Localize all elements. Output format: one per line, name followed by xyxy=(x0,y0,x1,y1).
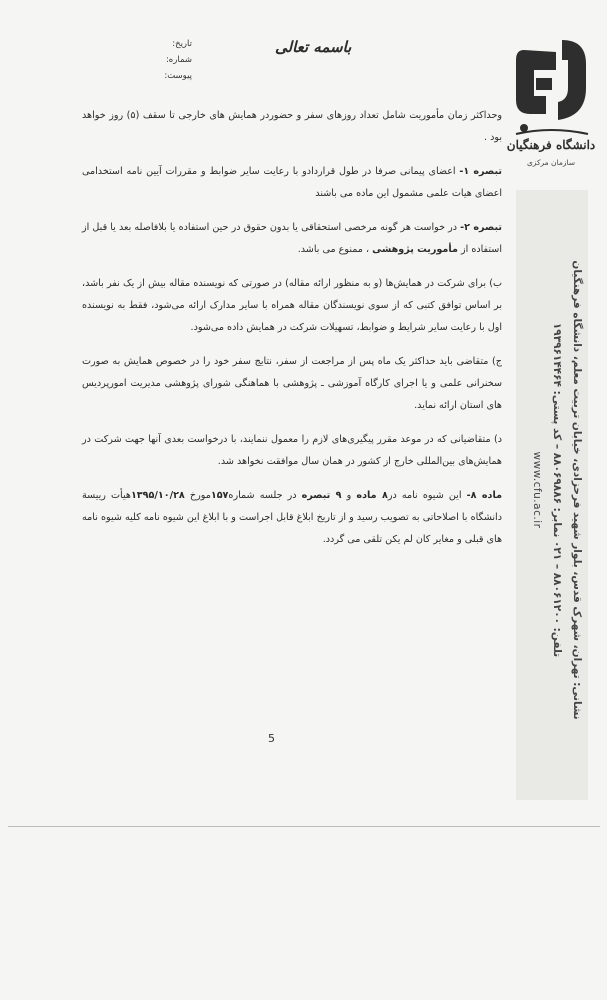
logo-subtitle: سازمان مرکزی xyxy=(526,158,576,167)
document-body xyxy=(82,105,502,563)
paragraph-text: در خواست هر گونه مرخصی استحقاقی یا بدون حقوق در حین استفاده یا بلافاصله بعد یا قبل از استفاده از xyxy=(82,222,502,255)
footer-website-link[interactable]: www.cfu.ac.ir xyxy=(531,451,543,529)
bold-term: ۱۵۷ xyxy=(210,490,229,501)
attachment-label: پیوست: xyxy=(164,71,192,81)
paragraph-article-8 xyxy=(82,485,502,551)
paragraph-clause-c xyxy=(82,351,502,417)
paragraph-text: هیأت رییسة دانشگاه با اصلاحاتی به تصویب رسید و از تاریخ ابلاغ قابل اجراست و با ابلاغ این شیوه نامه کلیه شیوه نامه های قبلی و مغایر کان لم یکن تلقی می گردد. xyxy=(82,490,502,545)
number-label: شماره: xyxy=(165,55,192,65)
university-logo xyxy=(506,30,596,180)
bold-term: مأموریت پژوهشی xyxy=(372,244,458,255)
paragraph-mission-duration xyxy=(82,105,502,149)
paragraph-text: این شیوه نامه در xyxy=(387,490,467,501)
paragraph-clause-d xyxy=(82,429,502,473)
bottom-divider xyxy=(8,826,600,827)
footer-address-block xyxy=(527,210,587,770)
note-label: تبصره ۲- xyxy=(460,222,502,233)
footer-address: نشانی: تهران، شهرک قدس، بلوار شهید فرحزادی، خیابان تربیت معلم، دانشگاه فرهنگیان xyxy=(571,260,583,720)
header-fields xyxy=(144,36,192,84)
footer-phone: تلفن: ۸۸۰۶۱۲۰۰ – ۰۲۱ نمابر: ۸۸۰۶۹۸۸۶ – کد پستی: ۱۹۳۹۶۱۴۴۶۴ xyxy=(551,322,563,658)
date-label: تاریخ: xyxy=(172,39,192,49)
paragraph-text: در جلسه شماره xyxy=(228,490,302,501)
paragraph-clause-b xyxy=(82,273,502,339)
bold-term: ۹ تبصره xyxy=(301,490,342,501)
bold-term: ۸ ماده xyxy=(356,490,388,501)
paragraph-text: مورخ xyxy=(184,490,211,501)
paragraph-text: و xyxy=(341,490,357,501)
paragraph-text: اعضای پیمانی صرفا در طول قراردادو با رعایت سایر ضوابط و مقررات آیین نامه استخدامی اعضای هیات علمی مشمول این ماده می باشند xyxy=(82,166,502,199)
paragraph-text: ب) برای شرکت در همایش‌ها (و به منظور ارائه مقاله) در صورتی که نویسنده مقاله بیش از یک نفر باشد، بر اساس توافق کتبی که از سوی نویسندگان مقاله همراه با سایر مدارک ارائه می‌شود، فقط به نویسنده اول با رعایت سایر شرایط و ضوابط، تسهیلات شرکت در همایش داده می‌شود. xyxy=(82,278,502,333)
paragraph-note-1 xyxy=(82,161,502,205)
bold-term: ۱۳۹۵/۱۰/۲۸ xyxy=(130,490,185,501)
note-label: تبصره ۱- xyxy=(459,166,502,177)
logo-name: دانشگاه فرهنگیان xyxy=(506,138,596,152)
page-number: 5 xyxy=(268,732,275,745)
bismillah-heading: باسمه تعالی xyxy=(275,38,352,56)
paragraph-note-2 xyxy=(82,217,502,261)
paragraph-text: ج) متقاضی باید حداکثر یک ماه پس از مراجعت از سفر، نتایج سفر خود را در خصوص همایش به صورت سخنرانی علمی و یا اجرای کارگاه آموزشی ـ پژوهشی با هماهنگی شورای پژوهشی مدیریت امورپردیس های استان ارائه نماید. xyxy=(82,356,502,411)
paragraph-text: ، ممنوع می باشد. xyxy=(297,244,373,255)
paragraph-text: وحداکثر زمان مأموریت شامل تعداد روزهای سفر و حضوردر همایش های خارجی تا سقف (۵) روز خواهد بود . xyxy=(82,110,503,143)
paragraph-text: د) متقاضیانی که در موعد مقرر پیگیری‌های لازم را معمول ننمایند، با درخواست بعدی آنها جهت شرکت در همایش‌های بین‌المللی خارج از کشور در همان سال موافقت نخواهد شد. xyxy=(82,434,502,467)
article-label: ماده ۸- xyxy=(466,490,503,501)
